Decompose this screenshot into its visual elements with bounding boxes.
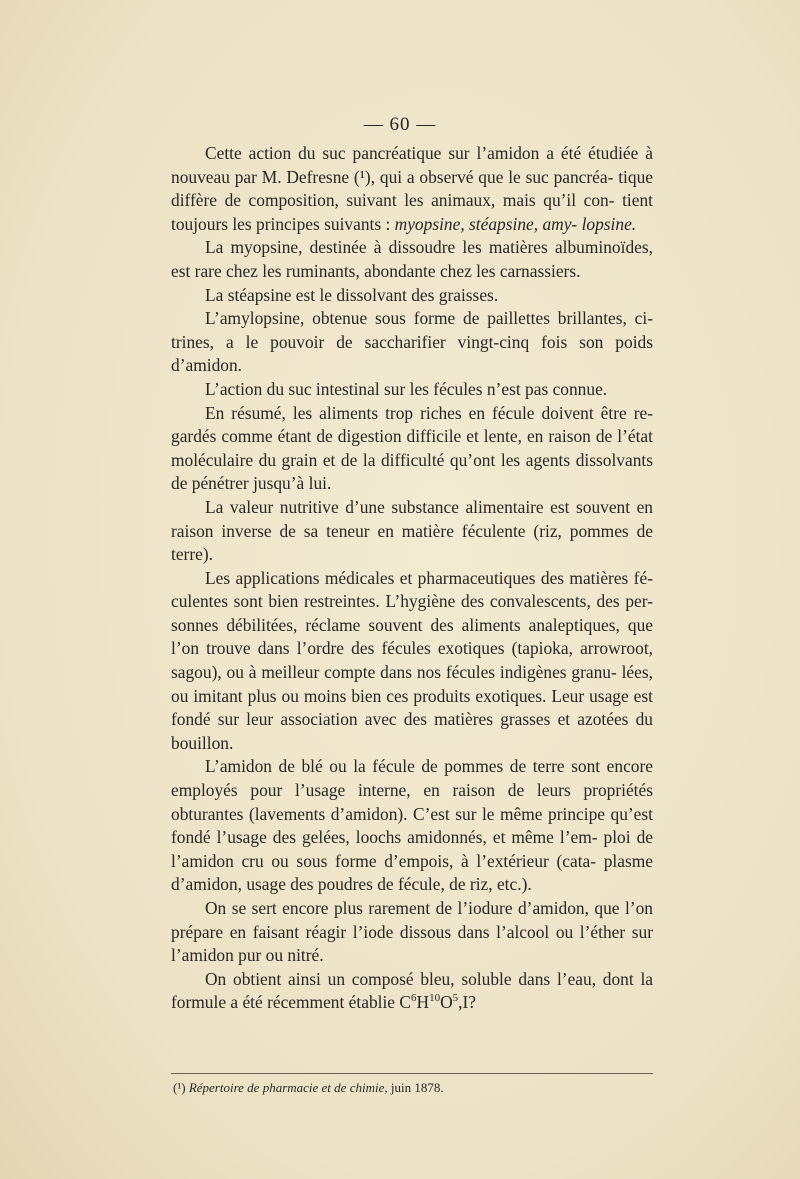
footnote-reference: (¹) — [353, 166, 371, 187]
paragraph-7: La valeur nutritive d’une substance alimentaire est souvent en raison inverse de sa teneur en matière féculente (riz, pommes de terre). — [171, 496, 653, 565]
paragraph-10: On se sert encore plus rarement de l’iodure d’amidon, que l’on prépare en faisant réagir l’iode dissous dans l’alcool ou l’éther sur l’amidon pur ou nitré. — [171, 898, 653, 966]
paragraph-6: En résumé, les aliments trop riches en fécule doivent être re- gardés comme étant de digestion difficile et lente, en raison de l’état moléculaire du grain et de la difficulté qu’ont les agents dissolvants de pénétrer jusqu’à lui. — [171, 402, 653, 494]
footnote-divider — [171, 1073, 653, 1074]
footnote — [173, 1079, 653, 1097]
paragraph-1: Cette action du suc pancréatique sur l’amidon a été étudiée à nouveau par M. Defresne (¹), qui a observé que le suc pancréa- tique diffère de composition, suivant les animaux, mais qu’il con- tient toujours les principes suivants : myopsine, stéapsine, amy- lopsine. — [171, 143, 653, 234]
body-text — [171, 142, 653, 1015]
paragraph-3: La stéapsine est le dissolvant des graisses. — [205, 284, 499, 305]
chemical-formula: C$^6$H$^{10}$O$^5$,I? — [399, 992, 476, 1013]
page-number: — 60 — — [363, 114, 437, 135]
paragraph-2: La myopsine, destinée à dissoudre les matières albuminoïdes, est rare chez les ruminants, abondante chez les carnassiers. — [171, 237, 653, 281]
paragraph-5: L’action du suc intestinal sur les fécules n’est pas connue. — [205, 378, 608, 399]
enzyme-terms: myopsine, stéapsine, amy- lopsine. — [394, 213, 637, 234]
footnote-marker: (¹) — [173, 1080, 186, 1095]
footnote-source: Répertoire de pharmacie et de chimie, — [188, 1080, 388, 1095]
paragraph-8: Les applications médicales et pharmaceutiques des matières fé- culentes sont bien restreintes. L’hygiène des convalescents, des per- sonnes débilitées, réclame souvent des aliments analeptiques, que l’on trouve dans l’ordre des fécules exotiques (tapioka, arrowroot, sagou), ou à meilleur compte dans nos fécules indigènes granu- lées, ou imitant plus ou moins bien ces produits exotiques. Leur usage est fondé sur leur association avec des matières grasses et azotées du bouillon. — [171, 567, 653, 753]
footnote-date: juin 1878. — [390, 1080, 444, 1095]
paragraph-9: L’amidon de blé ou la fécule de pommes de terre sont encore employés pour l’usage interne, en raison de leurs propriétés obturantes (lavements d’amidon). C’est sur le même principe qu’est fondé l’usage des gelées, loochs amidonnés, et même l’em- ploi de l’amidon cru ou sous forme d’empois, à l’extérieur (cata- plasme d’amidon, usage des poudres de fécule, de riz, etc.). — [171, 756, 653, 895]
paragraph-4: L’amylopsine, obtenue sous forme de paillettes brillantes, ci- trines, a le pouvoir de saccharifier vingt-cinq fois son poids d’amidon. — [171, 308, 653, 376]
paragraph-11: On obtient ainsi un composé bleu, soluble dans l’eau, dont la formule a été récemment établie C$^6$H$^{10}$O$^5$,I? — [171, 968, 653, 1013]
